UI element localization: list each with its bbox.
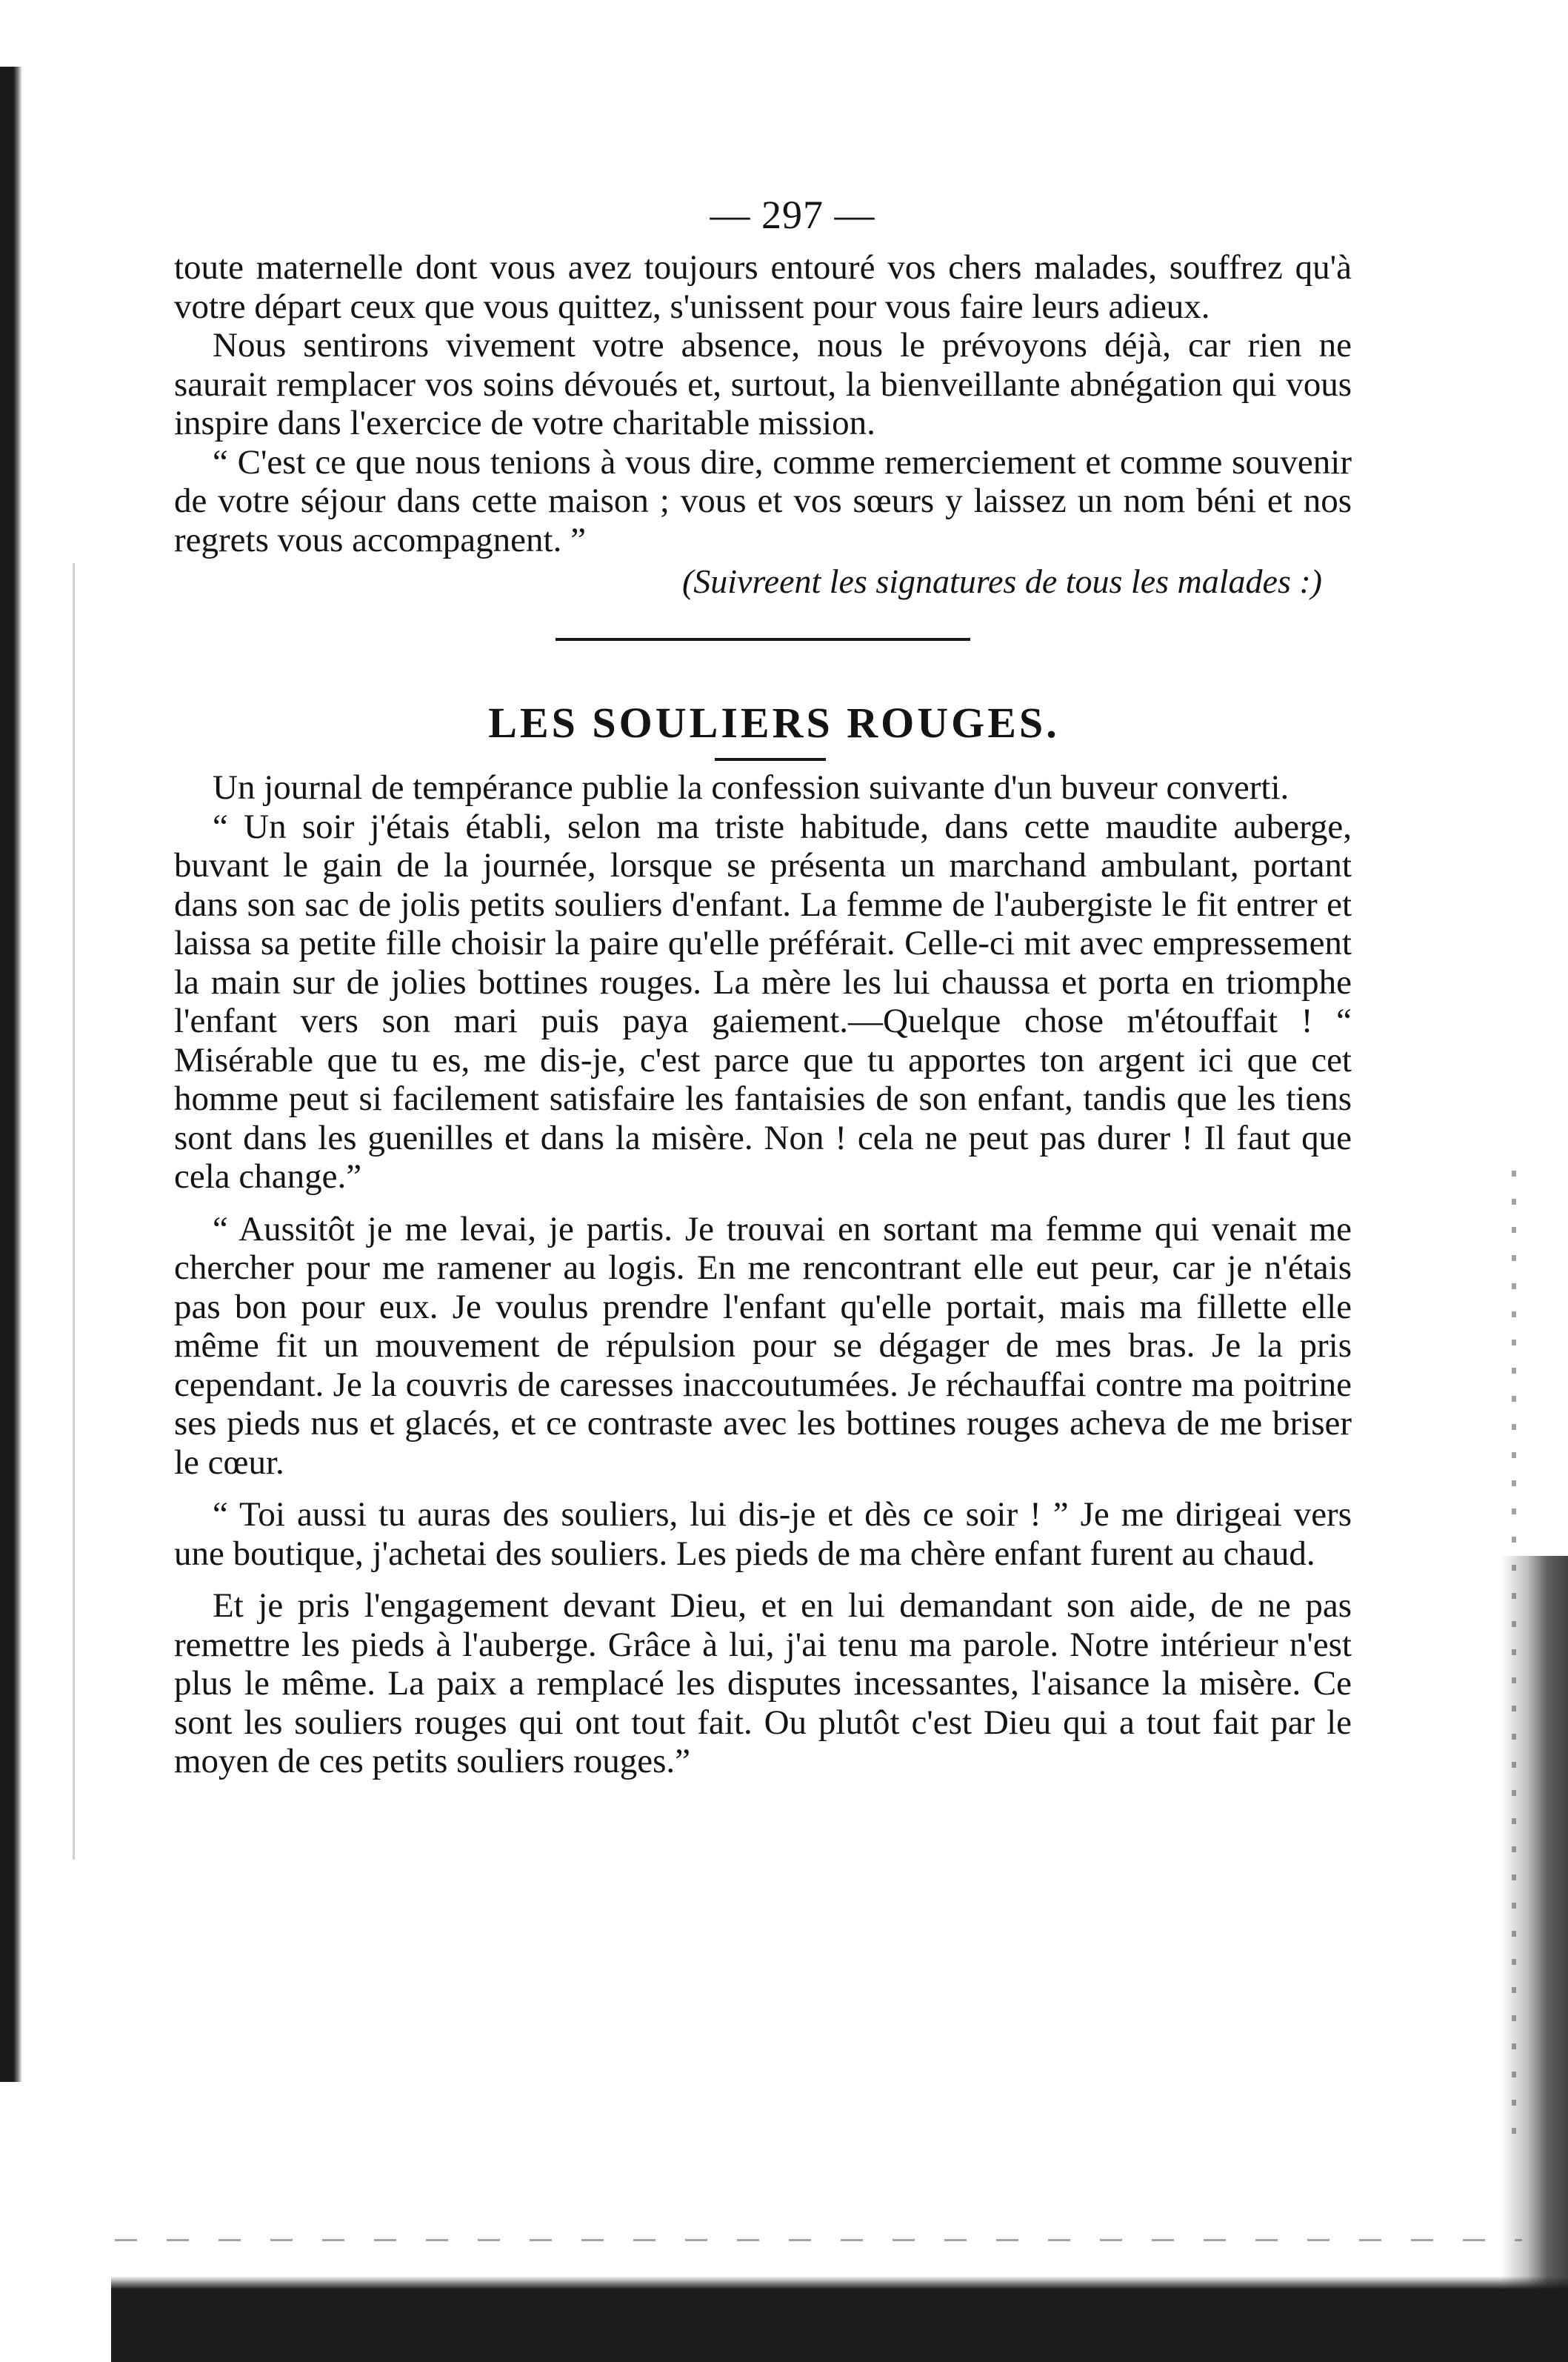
scan-bottom-dash: [115, 2239, 1522, 2241]
letter-paragraph-3: “ C'est ce que nous tenions à vous dire, comme remerciement et comme souvenir de votre séjour dans cette maison ; vous et vos sœurs y laissez un nom béni et nos regrets vous accompagnent. ”: [174, 442, 1352, 559]
scan-edge-bottom: [111, 2260, 1568, 2362]
scan-edge-left: [0, 67, 22, 2082]
signature-note: (Suivreent les signatures de tous les malades :): [681, 562, 1322, 600]
article-paragraph-5: Et je pris l'engagement devant Dieu, et en lui demandant son aide, de ne pas remettre les pieds à l'auberge. Grâce à lui, j'ai tenu ma parole. Notre intérieur n'est plus le même. La paix a remplacé les disputes incessantes, l'aisance la misère. Ce sont les souliers rouges qui ont tout fait. Ou plutôt c'est Dieu qui a tout fait par le moyen de ces petits souliers rouges.”: [174, 1586, 1352, 1780]
section-divider: [556, 638, 970, 641]
letter-paragraph-2: Nous sentirons vivement votre absence, nous le prévoyons déjà, car rien ne saurait remplacer vos soins dévoués et, surtout, la bienveillante abnégation qui vous inspire dans l'exercice de votre charitable mission.: [174, 326, 1352, 442]
page-number: — 297 —: [710, 193, 875, 237]
scan-gutter-line: [73, 563, 75, 1860]
title-underline: [715, 758, 826, 761]
article-paragraph-2: “ Un soir j'étais établi, selon ma triste habitude, dans cette maudite auberge, buvant le gain de la journée, lorsque se présenta un marchand ambulant, portant dans son sac de jolis petits souliers d'enfant. La femme de l'aubergiste le fit entrer et laissa sa petite fille choisir la paire qu'elle préférait. Celle-ci mit avec empressement la main sur de jolies bottines rouges. La mère les lui chaussa et porta en triomphe l'enfant vers son mari puis paya gaiement.—Quelque chose m'étouffait ! “ Misérable que tu es, me dis-je, c'est parce que tu apportes ton argent ici que cet homme peut si facilement satisfaire les fantaisies de son enfant, tandis que les tiens sont dans les guenilles et dans la misère. Non ! cela ne peut pas durer ! Il faut que cela change.”: [174, 807, 1352, 1196]
text-block: [174, 189, 1352, 1781]
article-title: LES SOULIERS ROUGES.: [488, 699, 1060, 747]
article-paragraph-3: “ Aussitôt je me levai, je partis. Je trouvai en sortant ma femme qui venait me chercher pour me ramener au logis. En me rencontrant elle eut peur, car je n'étais pas bon pour eux. Je voulus prendre l'enfant qu'elle portait, mais ma fillette elle même fit un mouvement de répulsion pour se dégager de mes bras. Je la pris cependant. Je la couvris de caresses inaccoutumées. Je réchauffai contre ma poitrine ses pieds nus et glacés, et ce contraste avec les bottines rouges acheva de me briser le cœur.: [174, 1209, 1352, 1482]
article-paragraph-1: Un journal de tempérance publie la confession suivante d'un buveur converti.: [213, 768, 1290, 807]
article-paragraph-4: “ Toi aussi tu auras des souliers, lui dis-je et dès ce soir ! ” Je me dirigeai vers une boutique, j'achetai des souliers. Les pieds de ma chère enfant furent au chaud.: [174, 1495, 1352, 1573]
scan-edge-specks: [1512, 1171, 1516, 2134]
letter-paragraph-1: toute maternelle dont vous avez toujours entouré vos chers malades, souffrez qu'à votre départ ceux que vous quittez, s'unissent pour vous faire leurs adieux.: [174, 248, 1352, 326]
